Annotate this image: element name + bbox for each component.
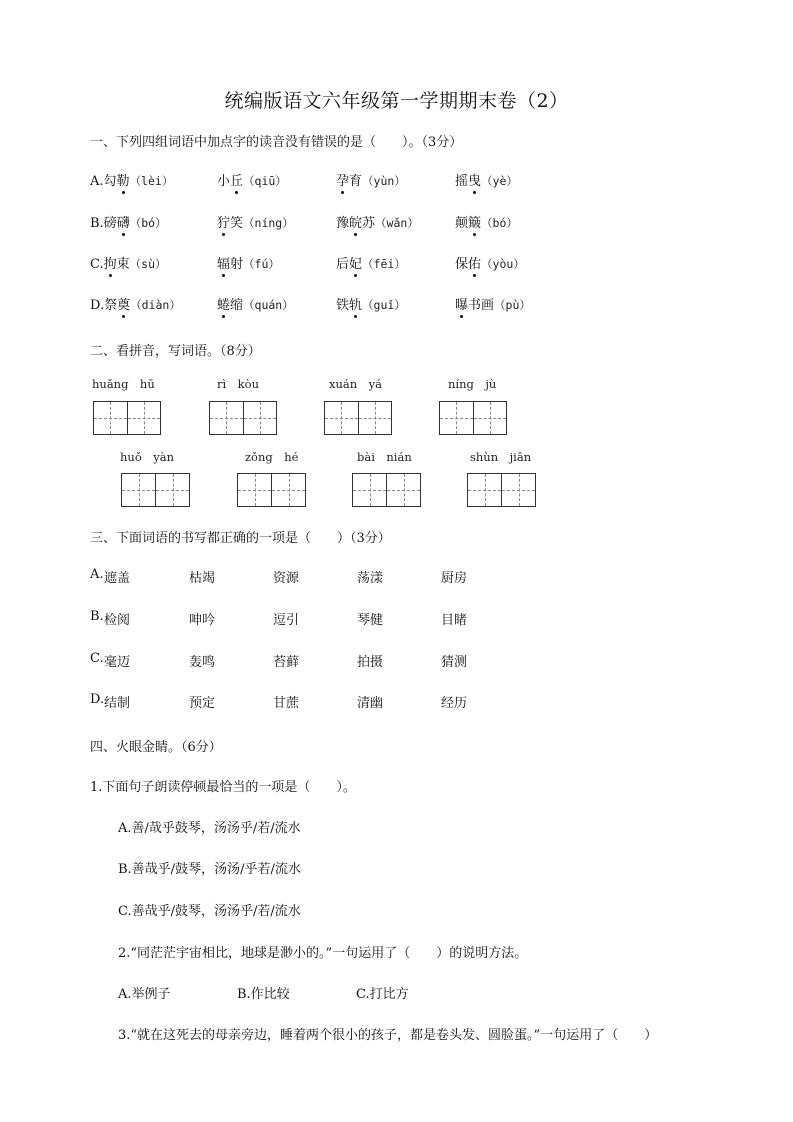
pinyin-annotation: （pù） bbox=[494, 298, 531, 312]
word-part: 祭 bbox=[104, 298, 118, 313]
q3-word: 预定 bbox=[189, 696, 216, 711]
word-part: 缩 bbox=[230, 298, 244, 313]
pinyin-annotation: （diàn） bbox=[130, 298, 181, 312]
dotted-character: 勒 bbox=[117, 170, 130, 189]
dotted-character: 簸 bbox=[468, 212, 481, 231]
q3-word: 结制 bbox=[104, 696, 131, 711]
word-part: 豫 bbox=[336, 216, 350, 231]
word-part: 勾 bbox=[103, 174, 117, 189]
q1-word-option bbox=[336, 212, 419, 231]
q3-word: 琴健 bbox=[357, 613, 384, 628]
word-part: 铁 bbox=[336, 298, 350, 313]
q3-word: 毫迈 bbox=[104, 655, 131, 670]
option-label[interactable]: C. bbox=[90, 651, 104, 666]
writing-grid[interactable] bbox=[352, 473, 421, 507]
pinyin-annotation: （bó） bbox=[481, 216, 518, 230]
option-label[interactable]: A. bbox=[90, 567, 104, 582]
word-part: 笑 bbox=[230, 216, 244, 231]
q4-s1-option-b[interactable]: B.善哉乎/鼓琴，汤汤/乎若/流水 bbox=[118, 862, 301, 877]
q4-s2-stem: 2.“同茫茫宇宙相比，地球是渺小的。”一句运用了（ ）的说明方法。 bbox=[118, 946, 528, 961]
dotted-character: 孕 bbox=[336, 170, 349, 189]
page-title: 统编版语文六年级第一学期期末卷（2） bbox=[224, 90, 569, 112]
dotted-character: 曝 bbox=[455, 294, 468, 313]
option-label[interactable]: B. bbox=[90, 216, 104, 231]
pinyin-annotation: （quán） bbox=[243, 298, 294, 312]
writing-grid[interactable] bbox=[237, 473, 306, 507]
pinyin-label: níng jù bbox=[448, 377, 497, 391]
q1-word-option bbox=[90, 253, 167, 272]
dotted-character: 丘 bbox=[230, 170, 243, 189]
writing-grid[interactable] bbox=[93, 401, 161, 435]
q3-word: 目睹 bbox=[441, 613, 468, 628]
dotted-character: 皖 bbox=[349, 212, 362, 231]
pinyin-label: xuán yá bbox=[329, 377, 383, 391]
pinyin-label: rì kòu bbox=[217, 377, 259, 391]
q3-word: 轰鸣 bbox=[189, 655, 216, 670]
q3-word: 厨房 bbox=[441, 571, 468, 586]
dotted-character: 狞 bbox=[217, 212, 230, 231]
word-part: 磅 bbox=[103, 216, 117, 231]
q3-word: 检阅 bbox=[104, 613, 131, 628]
q1-word-option bbox=[217, 253, 280, 272]
word-part: 颠 bbox=[455, 216, 469, 231]
q1-word-option bbox=[90, 212, 167, 231]
q3-word: 苔藓 bbox=[273, 655, 300, 670]
option-label[interactable]: B. bbox=[90, 609, 104, 624]
dotted-character: 妃 bbox=[349, 253, 362, 272]
pinyin-annotation: （sù） bbox=[129, 257, 167, 271]
writing-grid[interactable] bbox=[324, 401, 392, 435]
dotted-character: 拘 bbox=[104, 253, 117, 272]
q3-word: 遮盖 bbox=[104, 571, 131, 586]
q3-word: 枯竭 bbox=[189, 571, 216, 586]
option-label[interactable]: C. bbox=[90, 257, 104, 272]
q4-heading: 四、火眼金睛。（6分） bbox=[90, 740, 222, 755]
q3-word: 猜测 bbox=[441, 655, 468, 670]
dotted-character: 佑 bbox=[468, 253, 481, 272]
option-label[interactable]: A. bbox=[90, 174, 104, 189]
q4-s2-option-a[interactable]: A.举例子 bbox=[118, 987, 171, 1002]
q1-word-option bbox=[90, 170, 173, 189]
word-part: 摇 bbox=[455, 174, 469, 189]
word-part: 保 bbox=[455, 257, 469, 272]
word-part: 后 bbox=[336, 257, 350, 272]
q1-heading: 一、下列四组词语中加点字的读音没有错误的是（ ）。（3分） bbox=[90, 135, 463, 150]
writing-grid[interactable] bbox=[121, 473, 190, 507]
dotted-character: 曳 bbox=[468, 170, 481, 189]
dotted-character: 礴 bbox=[117, 212, 130, 231]
pinyin-label: bài nián bbox=[357, 450, 412, 464]
dotted-character: 蜷 bbox=[217, 294, 230, 313]
pinyin-annotation: （bó） bbox=[129, 216, 167, 230]
q1-word-option bbox=[455, 170, 518, 189]
q1-word-option bbox=[217, 294, 294, 313]
q1-word-option bbox=[217, 170, 287, 189]
q3-heading: 三、下面词语的书写都正确的一项是（ ）（3分） bbox=[90, 531, 391, 546]
q1-word-option bbox=[455, 294, 531, 313]
word-part: 束 bbox=[116, 257, 130, 272]
q1-word-option bbox=[336, 294, 406, 313]
q1-word-option bbox=[217, 212, 294, 231]
q3-word: 甘蔗 bbox=[273, 696, 300, 711]
pinyin-annotation: （yòu） bbox=[481, 257, 525, 271]
word-part: 苏 bbox=[362, 216, 376, 231]
writing-grid[interactable] bbox=[467, 473, 536, 507]
q1-word-option bbox=[336, 253, 406, 272]
pinyin-label: shùn jiān bbox=[470, 450, 532, 464]
q4-s2-option-b[interactable]: B.作比较 bbox=[237, 987, 290, 1002]
q1-word-option bbox=[336, 170, 406, 189]
q1-word-option bbox=[455, 212, 518, 231]
q2-heading: 二、看拼音，写词语。（8分） bbox=[90, 344, 261, 359]
dotted-character: 辐 bbox=[217, 253, 230, 272]
writing-grid[interactable] bbox=[209, 401, 277, 435]
q3-word: 拍摄 bbox=[357, 655, 384, 670]
word-part: 射 bbox=[230, 257, 244, 272]
pinyin-annotation: （fú） bbox=[243, 257, 280, 271]
q1-word-option bbox=[455, 253, 525, 272]
pinyin-annotation: （níng） bbox=[243, 216, 294, 230]
dotted-character: 奠 bbox=[117, 294, 130, 313]
q3-word: 清幽 bbox=[357, 696, 384, 711]
q4-s2-option-c[interactable]: C.打比方 bbox=[356, 987, 409, 1002]
option-label[interactable]: D. bbox=[90, 692, 105, 707]
pinyin-annotation: （lèi） bbox=[129, 174, 174, 188]
pinyin-annotation: （yùn） bbox=[362, 174, 406, 188]
q4-s3-stem: 3.“就在这死去的母亲旁边，睡着两个很小的孩子，都是卷头发、圆脸蛋。”一句运用了（ ） bbox=[118, 1028, 658, 1043]
pinyin-annotation: （guǐ） bbox=[362, 298, 406, 312]
q3-word: 呻吟 bbox=[189, 613, 216, 628]
q3-word: 资源 bbox=[273, 571, 300, 586]
dotted-character: 轨 bbox=[349, 294, 362, 313]
pinyin-annotation: （fēi） bbox=[362, 257, 406, 271]
pinyin-annotation: （yè） bbox=[481, 174, 518, 188]
q3-word: 经历 bbox=[441, 696, 468, 711]
q4-s1-stem: 1.下面句子朗读停顿最恰当的一项是（ ）。 bbox=[90, 780, 356, 795]
q3-word: 荡漾 bbox=[357, 571, 384, 586]
option-label[interactable]: D. bbox=[90, 298, 105, 313]
pinyin-annotation: （qiū） bbox=[243, 174, 287, 188]
q4-s1-option-c[interactable]: C.善哉乎/鼓琴，汤汤乎/若/流水 bbox=[118, 904, 301, 919]
pinyin-label: huǎng hū bbox=[92, 377, 155, 391]
q4-s1-option-a[interactable]: A.善/哉乎鼓琴，汤汤乎/若/流水 bbox=[118, 821, 301, 836]
word-part: 小 bbox=[217, 174, 231, 189]
q3-word: 逗引 bbox=[273, 613, 300, 628]
word-part: 书画 bbox=[468, 298, 495, 313]
pinyin-label: zǒng hé bbox=[245, 450, 299, 464]
q1-word-option bbox=[90, 294, 181, 313]
writing-grid[interactable] bbox=[439, 401, 507, 435]
word-part: 育 bbox=[349, 174, 363, 189]
pinyin-annotation: （wǎn） bbox=[375, 216, 419, 230]
pinyin-label: huǒ yàn bbox=[120, 450, 174, 464]
